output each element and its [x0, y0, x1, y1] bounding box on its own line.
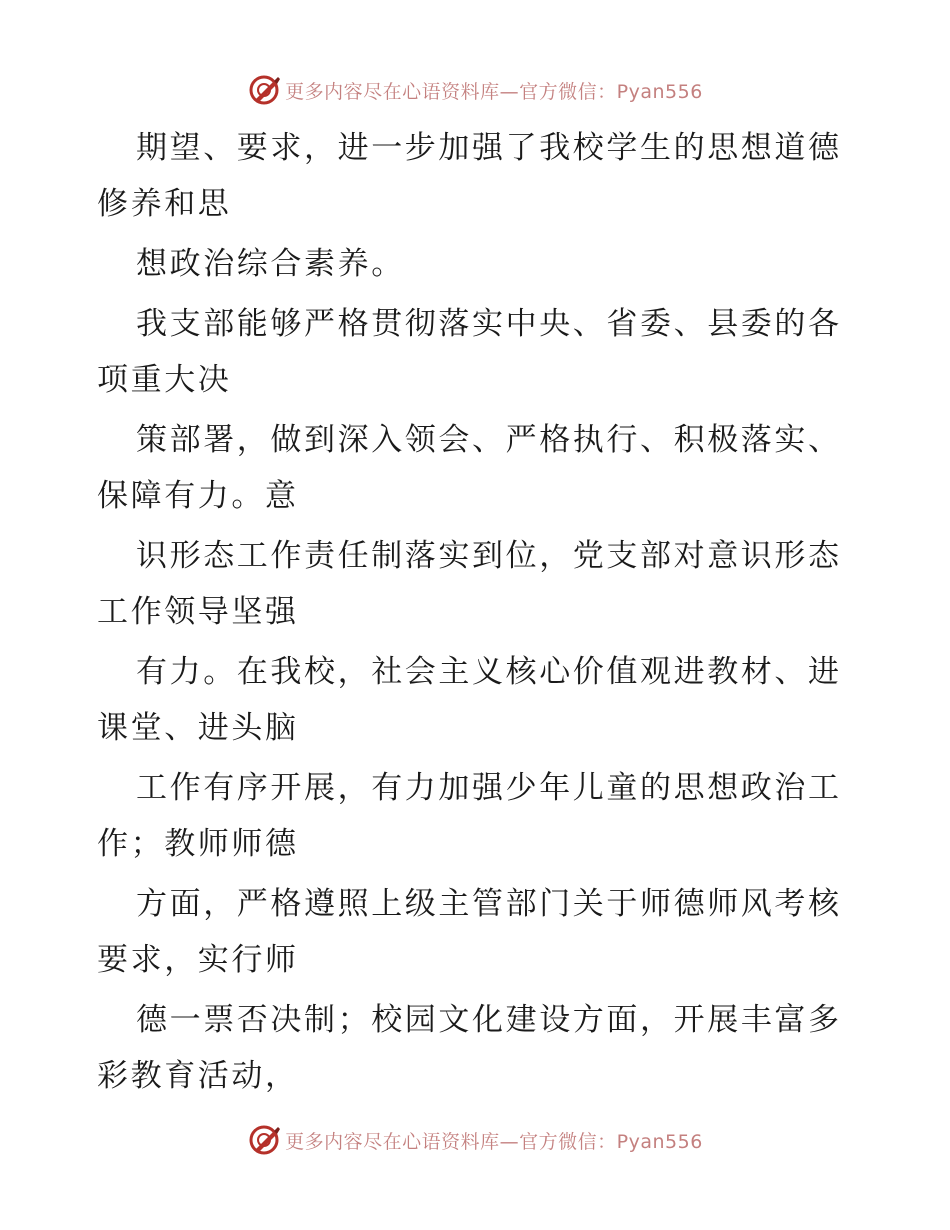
- header-banner-text: 更多内容尽在心语资料库—官方微信：Pyan556: [285, 80, 703, 103]
- body-line: 工作有序开展，有力加强少年儿童的思想政治工: [136, 770, 842, 806]
- body-line: 工作领导坚强: [97, 594, 299, 630]
- body-line: 方面，严格遵照上级主管部门关于师德师风考核: [136, 886, 842, 922]
- body-line: 策部署，做到深入领会、严格执行、积极落实、: [136, 422, 842, 458]
- body-line: 作；教师师德: [97, 826, 299, 862]
- body-line: 课堂、进头脑: [97, 710, 299, 746]
- body-line: 要求，实行师: [97, 942, 299, 978]
- body-line: 德一票否决制；校园文化建设方面，开展丰富多: [136, 1002, 842, 1038]
- body-line: 期望、要求，进一步加强了我校学生的思想道德: [136, 130, 842, 166]
- header-banner: [0, 70, 950, 110]
- footer-banner: [0, 1120, 950, 1160]
- body-line: 彩教育活动，: [97, 1058, 299, 1094]
- body-line: 我支部能够严格贯彻落实中央、省委、县委的各: [136, 306, 842, 342]
- pen-logo-icon: [247, 1123, 281, 1157]
- body-line: 修养和思: [97, 186, 232, 222]
- body-line: 识形态工作责任制落实到位，党支部对意识形态: [136, 538, 842, 574]
- body-line: 项重大决: [97, 362, 232, 398]
- body-line: 想政治综合素养。: [136, 246, 405, 282]
- pen-logo-icon: [247, 73, 281, 107]
- body-line: 有力。在我校，社会主义核心价值观进教材、进: [136, 654, 842, 690]
- body-line: 保障有力。意: [97, 478, 299, 514]
- footer-banner-text: 更多内容尽在心语资料库—官方微信：Pyan556: [285, 1130, 703, 1153]
